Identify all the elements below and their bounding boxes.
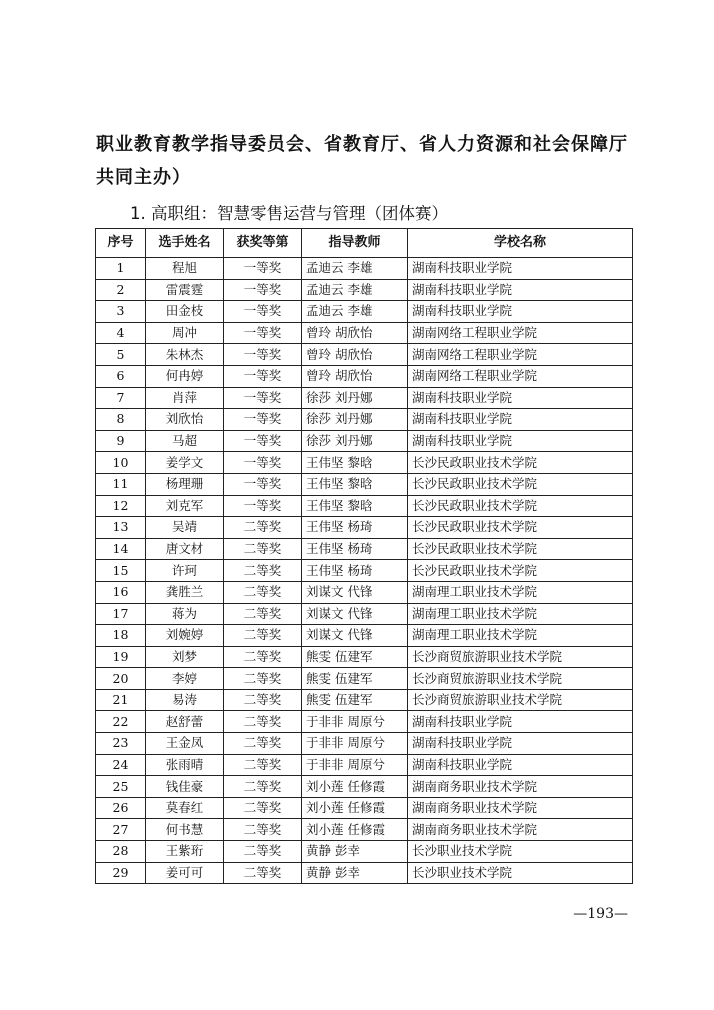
row-instructor: 王伟坚 黎晗 — [302, 473, 408, 495]
row-award-level: 二等奖 — [224, 646, 302, 668]
header-award-level: 获奖等第 — [224, 229, 302, 258]
table-row — [96, 581, 633, 603]
row-instructor: 王伟坚 黎晗 — [302, 452, 408, 474]
row-contestant-name: 马超 — [146, 430, 224, 452]
row-contestant-name: 肖萍 — [146, 387, 224, 409]
row-serial: 10 — [96, 452, 146, 474]
table-row — [96, 430, 633, 452]
row-school-name: 湖南理工职业技术学院 — [408, 581, 633, 603]
row-serial: 28 — [96, 841, 146, 863]
row-award-level: 一等奖 — [224, 301, 302, 323]
row-award-level: 二等奖 — [224, 841, 302, 863]
row-serial: 27 — [96, 819, 146, 841]
row-instructor: 曾玲 胡欣怡 — [302, 322, 408, 344]
row-award-level: 一等奖 — [224, 452, 302, 474]
header-line-2: 共同主办） — [96, 167, 191, 188]
row-instructor: 熊雯 伍建军 — [302, 668, 408, 690]
table-row — [96, 797, 633, 819]
row-school-name: 长沙民政职业技术学院 — [408, 473, 633, 495]
row-school-name: 长沙职业技术学院 — [408, 862, 633, 884]
row-contestant-name: 刘梦 — [146, 646, 224, 668]
row-contestant-name: 姜学文 — [146, 452, 224, 474]
row-serial: 23 — [96, 733, 146, 755]
row-award-level: 一等奖 — [224, 409, 302, 431]
row-instructor: 熊雯 伍建军 — [302, 689, 408, 711]
row-award-level: 二等奖 — [224, 581, 302, 603]
row-school-name: 长沙商贸旅游职业技术学院 — [408, 689, 633, 711]
row-instructor: 徐莎 刘丹娜 — [302, 430, 408, 452]
row-school-name: 湖南理工职业技术学院 — [408, 603, 633, 625]
row-contestant-name: 田金枝 — [146, 301, 224, 323]
row-award-level: 一等奖 — [224, 387, 302, 409]
page-number: —193— — [573, 906, 628, 922]
table-row — [96, 819, 633, 841]
table-row — [96, 646, 633, 668]
row-instructor: 孟迪云 李雄 — [302, 301, 408, 323]
table-row — [96, 560, 633, 582]
row-contestant-name: 刘婉婷 — [146, 625, 224, 647]
row-instructor: 王伟坚 杨琦 — [302, 560, 408, 582]
row-serial: 3 — [96, 301, 146, 323]
row-contestant-name: 刘欣怡 — [146, 409, 224, 431]
row-serial: 20 — [96, 668, 146, 690]
row-award-level: 二等奖 — [224, 819, 302, 841]
row-serial: 22 — [96, 711, 146, 733]
row-instructor: 刘小莲 任修霞 — [302, 797, 408, 819]
table-row — [96, 711, 633, 733]
row-award-level: 一等奖 — [224, 495, 302, 517]
row-school-name: 湖南网络工程职业学院 — [408, 365, 633, 387]
row-school-name: 湖南科技职业学院 — [408, 301, 633, 323]
row-award-level: 一等奖 — [224, 473, 302, 495]
row-instructor: 于非非 周原兮 — [302, 733, 408, 755]
row-serial: 14 — [96, 538, 146, 560]
table-row — [96, 517, 633, 539]
row-contestant-name: 赵舒蕾 — [146, 711, 224, 733]
row-school-name: 湖南科技职业学院 — [408, 279, 633, 301]
row-contestant-name: 王紫珩 — [146, 841, 224, 863]
row-serial: 4 — [96, 322, 146, 344]
row-serial: 11 — [96, 473, 146, 495]
row-serial: 24 — [96, 754, 146, 776]
table-row — [96, 538, 633, 560]
row-award-level: 二等奖 — [224, 733, 302, 755]
header-serial: 序号 — [96, 229, 146, 258]
table-row — [96, 473, 633, 495]
row-instructor: 刘小莲 任修霞 — [302, 819, 408, 841]
header-contestant-name: 选手姓名 — [146, 229, 224, 258]
row-award-level: 一等奖 — [224, 322, 302, 344]
row-school-name: 长沙商贸旅游职业技术学院 — [408, 668, 633, 690]
section-title: 1. 高职组：智慧零售运营与管理（团体赛） — [130, 204, 448, 223]
row-award-level: 二等奖 — [224, 689, 302, 711]
row-contestant-name: 许珂 — [146, 560, 224, 582]
row-school-name: 长沙商贸旅游职业技术学院 — [408, 646, 633, 668]
row-serial: 15 — [96, 560, 146, 582]
row-serial: 16 — [96, 581, 146, 603]
row-instructor: 曾玲 胡欣怡 — [302, 365, 408, 387]
row-award-level: 二等奖 — [224, 538, 302, 560]
row-instructor: 刘谋文 代锋 — [302, 603, 408, 625]
row-serial: 25 — [96, 776, 146, 798]
row-instructor: 王伟坚 杨琦 — [302, 517, 408, 539]
table-row — [96, 387, 633, 409]
row-contestant-name: 唐文材 — [146, 538, 224, 560]
row-contestant-name: 雷震霆 — [146, 279, 224, 301]
row-school-name: 湖南科技职业学院 — [408, 711, 633, 733]
row-school-name: 湖南科技职业学院 — [408, 430, 633, 452]
row-school-name: 湖南商务职业技术学院 — [408, 776, 633, 798]
row-school-name: 长沙民政职业技术学院 — [408, 452, 633, 474]
row-contestant-name: 莫春红 — [146, 797, 224, 819]
row-serial: 8 — [96, 409, 146, 431]
row-school-name: 湖南科技职业学院 — [408, 754, 633, 776]
table-body — [96, 258, 633, 884]
row-contestant-name: 李婷 — [146, 668, 224, 690]
header-line-1: 职业教育教学指导委员会、省教育厅、省人力资源和社会保障厅 — [96, 134, 628, 155]
table-row — [96, 344, 633, 366]
table-row — [96, 495, 633, 517]
table-row — [96, 279, 633, 301]
row-award-level: 二等奖 — [224, 560, 302, 582]
row-contestant-name: 程旭 — [146, 258, 224, 280]
row-instructor: 黄静 彭幸 — [302, 862, 408, 884]
row-serial: 6 — [96, 365, 146, 387]
row-school-name: 湖南网络工程职业学院 — [408, 344, 633, 366]
row-instructor: 于非非 周原兮 — [302, 711, 408, 733]
row-contestant-name: 吴靖 — [146, 517, 224, 539]
row-contestant-name: 龚胜兰 — [146, 581, 224, 603]
row-serial: 13 — [96, 517, 146, 539]
row-school-name: 湖南科技职业学院 — [408, 733, 633, 755]
row-award-level: 一等奖 — [224, 430, 302, 452]
table-row — [96, 322, 633, 344]
row-school-name: 湖南理工职业技术学院 — [408, 625, 633, 647]
row-serial: 12 — [96, 495, 146, 517]
table-row — [96, 301, 633, 323]
row-serial: 18 — [96, 625, 146, 647]
row-award-level: 二等奖 — [224, 797, 302, 819]
table-header-row — [96, 229, 633, 258]
row-serial: 2 — [96, 279, 146, 301]
row-school-name: 湖南商务职业技术学院 — [408, 819, 633, 841]
row-award-level: 二等奖 — [224, 862, 302, 884]
row-instructor: 曾玲 胡欣怡 — [302, 344, 408, 366]
row-instructor: 于非非 周原兮 — [302, 754, 408, 776]
table-row — [96, 603, 633, 625]
row-school-name: 湖南商务职业技术学院 — [408, 797, 633, 819]
row-instructor: 孟迪云 李雄 — [302, 279, 408, 301]
row-school-name: 长沙民政职业技术学院 — [408, 560, 633, 582]
row-instructor: 刘谋文 代锋 — [302, 581, 408, 603]
row-award-level: 二等奖 — [224, 754, 302, 776]
row-instructor: 熊雯 伍建军 — [302, 646, 408, 668]
table-row — [96, 841, 633, 863]
row-serial: 17 — [96, 603, 146, 625]
row-instructor: 王伟坚 黎晗 — [302, 495, 408, 517]
row-award-level: 二等奖 — [224, 776, 302, 798]
row-contestant-name: 朱林杰 — [146, 344, 224, 366]
table-row — [96, 365, 633, 387]
header-instructor: 指导教师 — [302, 229, 408, 258]
row-contestant-name: 姜可可 — [146, 862, 224, 884]
row-contestant-name: 王金凤 — [146, 733, 224, 755]
table-row — [96, 862, 633, 884]
table-row — [96, 625, 633, 647]
row-contestant-name: 周冲 — [146, 322, 224, 344]
row-serial: 29 — [96, 862, 146, 884]
row-serial: 19 — [96, 646, 146, 668]
table-row — [96, 409, 633, 431]
row-school-name: 湖南科技职业学院 — [408, 409, 633, 431]
row-award-level: 二等奖 — [224, 711, 302, 733]
row-serial: 1 — [96, 258, 146, 280]
row-school-name: 湖南科技职业学院 — [408, 258, 633, 280]
row-contestant-name: 何冉婷 — [146, 365, 224, 387]
row-contestant-name: 杨理珊 — [146, 473, 224, 495]
row-serial: 5 — [96, 344, 146, 366]
row-serial: 21 — [96, 689, 146, 711]
row-contestant-name: 蒋为 — [146, 603, 224, 625]
row-serial: 26 — [96, 797, 146, 819]
row-school-name: 长沙民政职业技术学院 — [408, 538, 633, 560]
row-contestant-name: 张雨晴 — [146, 754, 224, 776]
table-row — [96, 258, 633, 280]
row-award-level: 一等奖 — [224, 279, 302, 301]
row-school-name: 湖南科技职业学院 — [408, 387, 633, 409]
header-school-name: 学校名称 — [408, 229, 633, 258]
row-instructor: 徐莎 刘丹娜 — [302, 409, 408, 431]
row-school-name: 长沙民政职业技术学院 — [408, 517, 633, 539]
row-instructor: 刘小莲 任修霞 — [302, 776, 408, 798]
row-instructor: 黄静 彭幸 — [302, 841, 408, 863]
row-instructor: 徐莎 刘丹娜 — [302, 387, 408, 409]
row-school-name: 湖南网络工程职业学院 — [408, 322, 633, 344]
row-award-level: 一等奖 — [224, 365, 302, 387]
row-award-level: 二等奖 — [224, 668, 302, 690]
table-row — [96, 733, 633, 755]
row-contestant-name: 刘克军 — [146, 495, 224, 517]
row-serial: 7 — [96, 387, 146, 409]
row-instructor: 刘谋文 代锋 — [302, 625, 408, 647]
table-row — [96, 452, 633, 474]
row-contestant-name: 何书慧 — [146, 819, 224, 841]
award-table — [95, 228, 633, 884]
row-contestant-name: 易涛 — [146, 689, 224, 711]
row-award-level: 一等奖 — [224, 344, 302, 366]
table-row — [96, 776, 633, 798]
row-instructor: 孟迪云 李雄 — [302, 258, 408, 280]
table-row — [96, 668, 633, 690]
row-award-level: 二等奖 — [224, 603, 302, 625]
row-school-name: 长沙民政职业技术学院 — [408, 495, 633, 517]
row-contestant-name: 钱佳豪 — [146, 776, 224, 798]
table-row — [96, 754, 633, 776]
row-serial: 9 — [96, 430, 146, 452]
row-school-name: 长沙职业技术学院 — [408, 841, 633, 863]
row-award-level: 一等奖 — [224, 258, 302, 280]
row-award-level: 二等奖 — [224, 625, 302, 647]
row-award-level: 二等奖 — [224, 517, 302, 539]
row-instructor: 王伟坚 杨琦 — [302, 538, 408, 560]
table-row — [96, 689, 633, 711]
